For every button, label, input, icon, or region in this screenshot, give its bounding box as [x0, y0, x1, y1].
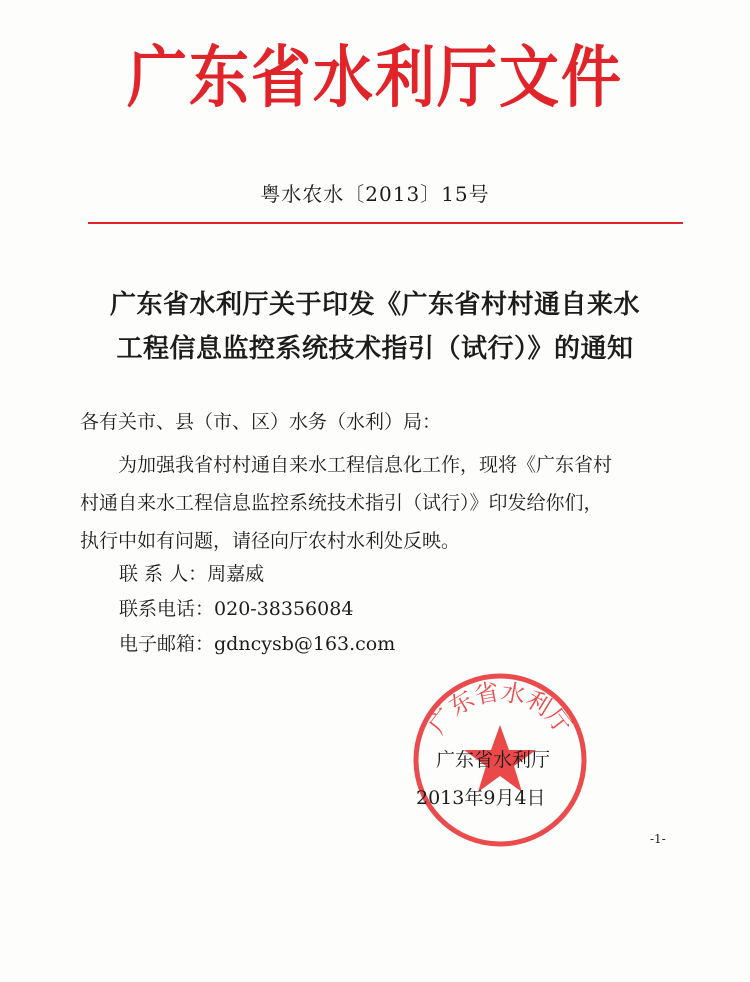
- issuing-authority-header: 广东省水利厅文件: [127, 38, 623, 118]
- contact-phone-value: 020-38356084: [214, 598, 354, 620]
- contact-email-value: gdncysb@163.com: [214, 633, 396, 655]
- paragraph-line-1: 为加强我省村村通自来水工程信息化工作，现将《广东省村: [118, 454, 613, 476]
- seal-text: 广东省水利厅: [423, 677, 577, 740]
- red-separator-line: [88, 222, 683, 224]
- title-line-2: 工程信息监控系统技术指引（试行）》的通知: [116, 334, 634, 364]
- paragraph-line-3: 执行中如有问题，请径向厅农村水利处反映。: [80, 530, 461, 552]
- paragraph-line-2: 村通自来水工程信息监控系统技术指引（试行）》印发给你们，: [80, 492, 603, 514]
- issue-date: 2013年9月4日: [416, 787, 546, 809]
- salutation: 各有关市、县（市、区）水务（水利）局：: [80, 411, 442, 433]
- signature-issuer: 广东省水利厅: [436, 749, 551, 771]
- contact-person: [119, 559, 729, 589]
- document-title: [40, 283, 710, 371]
- contact-email-label: 电子邮箱：: [119, 633, 215, 655]
- body-paragraph: [80, 446, 690, 560]
- contact-phone: [119, 594, 729, 624]
- contact-phone-label: 联系电话：: [119, 598, 215, 620]
- title-line-1: 广东省水利厅关于印发《广东省村村通自来水: [109, 290, 640, 320]
- contact-email: [119, 629, 729, 659]
- document-number: 粤水农水〔2013〕15号: [260, 182, 490, 206]
- contact-person-value: 周嘉威: [207, 563, 265, 585]
- contact-person-label: 联 系 人：: [119, 563, 208, 585]
- page-number: -1-: [650, 832, 666, 846]
